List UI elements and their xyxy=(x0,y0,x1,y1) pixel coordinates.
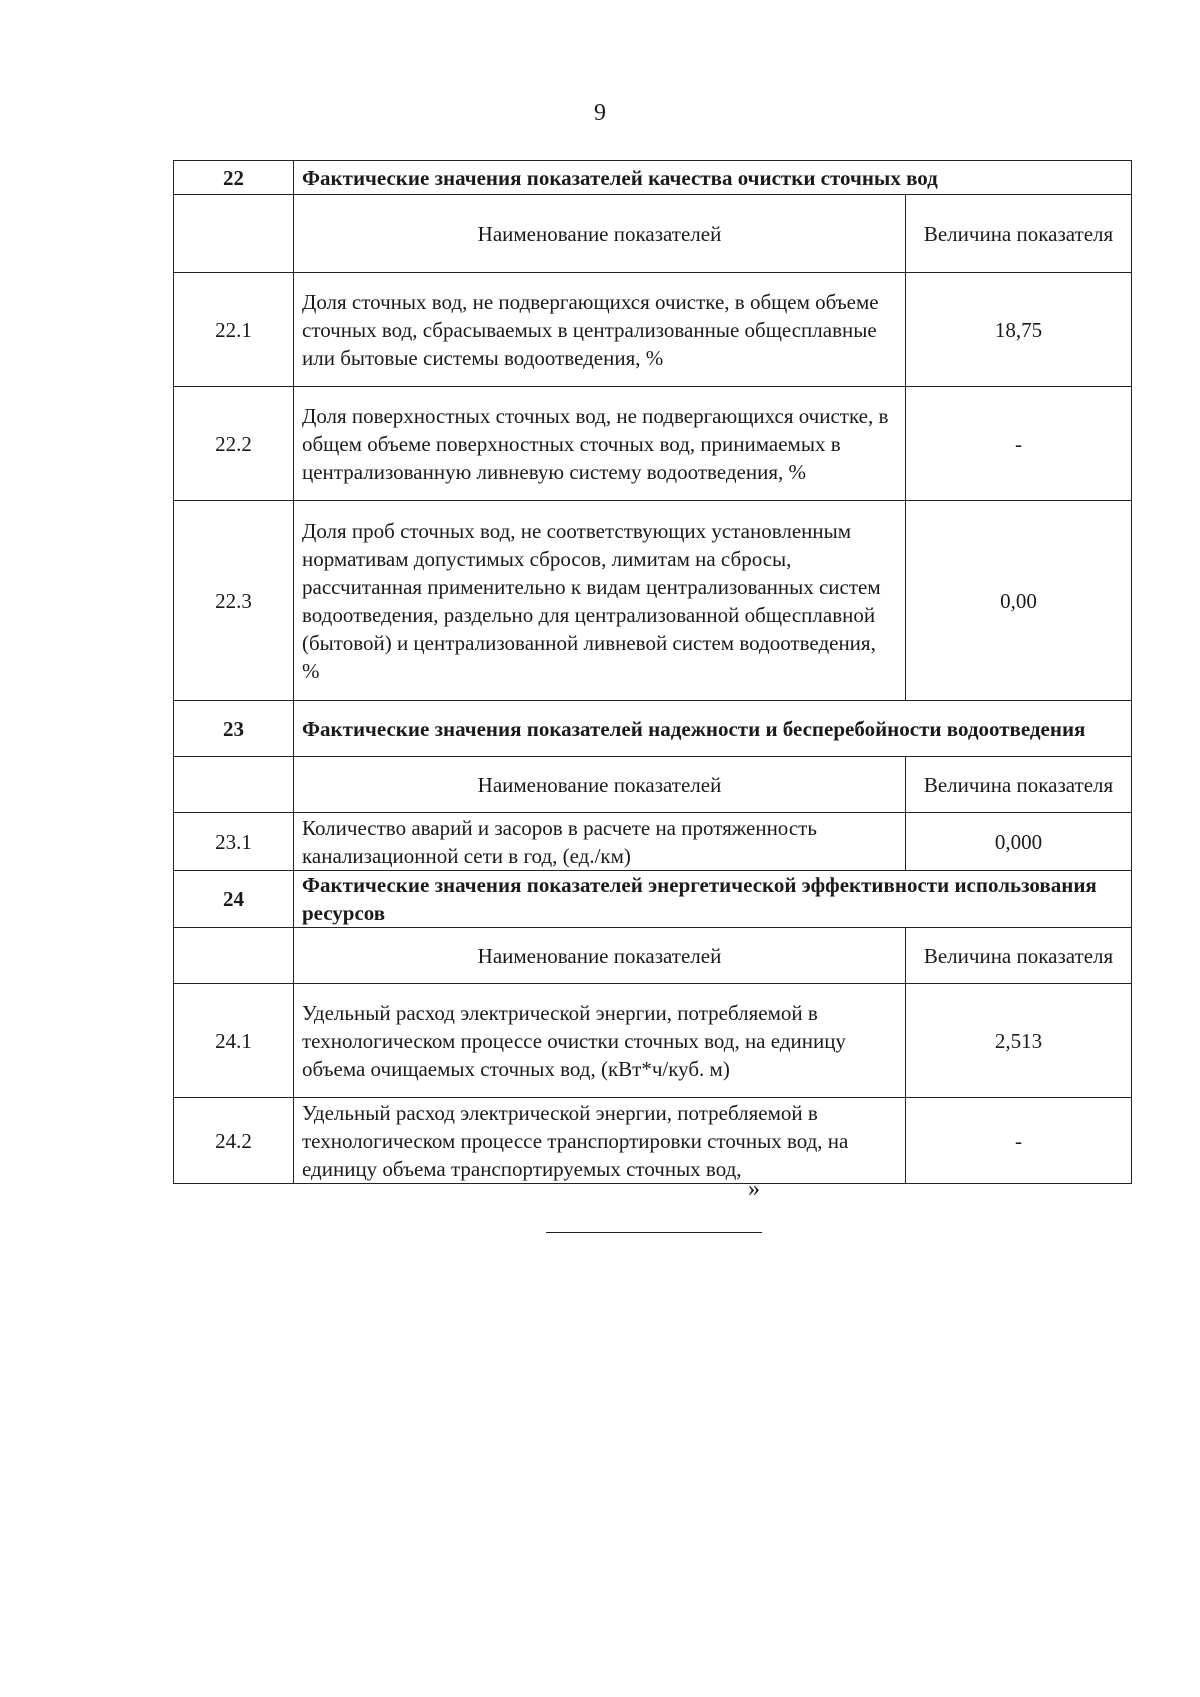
page-number: 9 xyxy=(594,100,606,126)
row-number: 22.1 xyxy=(174,273,294,387)
column-header-row xyxy=(174,928,1132,984)
column-header-name: Наименование показателей xyxy=(294,757,906,813)
empty-cell xyxy=(174,195,294,273)
row-value: - xyxy=(906,1098,1132,1184)
empty-cell xyxy=(174,928,294,984)
table-row xyxy=(174,501,1132,701)
row-name: Количество аварий и засоров в расчете на протяженность канализационной сети в год, (ед./км) xyxy=(294,813,906,871)
table-row xyxy=(174,813,1132,871)
section-header-row xyxy=(174,871,1132,928)
column-header-value: Величина показателя xyxy=(906,757,1132,813)
table-row xyxy=(174,1098,1132,1184)
row-value: 18,75 xyxy=(906,273,1132,387)
bottom-divider-line xyxy=(546,1232,762,1233)
row-number: 22.3 xyxy=(174,501,294,701)
column-header-value: Величина показателя xyxy=(906,928,1132,984)
column-header-row xyxy=(174,757,1132,813)
row-number: 22.2 xyxy=(174,387,294,501)
table-row xyxy=(174,984,1132,1098)
empty-cell xyxy=(174,757,294,813)
section-header-row xyxy=(174,161,1132,195)
row-value: 0,00 xyxy=(906,501,1132,701)
row-value: 0,000 xyxy=(906,813,1132,871)
section-number: 23 xyxy=(174,701,294,757)
indicators-table xyxy=(173,160,1132,1184)
row-name: Доля сточных вод, не подвергающихся очистке, в общем объеме сточных вод, сбрасываемых в централизованные общесплавные или бытовые системы водоотведения, % xyxy=(294,273,906,387)
row-value: - xyxy=(906,387,1132,501)
section-number: 24 xyxy=(174,871,294,928)
row-number: 24.2 xyxy=(174,1098,294,1184)
row-number: 24.1 xyxy=(174,984,294,1098)
column-header-row xyxy=(174,195,1132,273)
closing-quote-mark: » xyxy=(748,1176,760,1202)
section-header-row xyxy=(174,701,1132,757)
column-header-value: Величина показателя xyxy=(906,195,1132,273)
section-number: 22 xyxy=(174,161,294,195)
table-row xyxy=(174,387,1132,501)
row-name: Доля поверхностных сточных вод, не подвергающихся очистке, в общем объеме поверхностных сточных вод, принимаемых в централизованную ливневую систему водоотведения, % xyxy=(294,387,906,501)
section-title: Фактические значения показателей энергетической эффективности использования ресурсов xyxy=(294,871,1132,928)
table-row xyxy=(174,273,1132,387)
section-title: Фактические значения показателей надежности и бесперебойности водоотведения xyxy=(294,701,1132,757)
row-number: 23.1 xyxy=(174,813,294,871)
column-header-name: Наименование показателей xyxy=(294,928,906,984)
section-title: Фактические значения показателей качества очистки сточных вод xyxy=(294,161,1132,195)
row-value: 2,513 xyxy=(906,984,1132,1098)
row-name: Удельный расход электрической энергии, потребляемой в технологическом процессе транспортировки сточных вод, на единицу объема транспортируемых сточных вод, xyxy=(294,1098,906,1184)
column-header-name: Наименование показателей xyxy=(294,195,906,273)
row-name: Доля проб сточных вод, не соответствующих установленным нормативам допустимых сбросов, лимитам на сбросы, рассчитанная применительно к видам централизованных систем водоотведения, раздельно для централизованной общесплавной (бытовой) и централизованной ливневой систем водоотведения, % xyxy=(294,501,906,701)
row-name: Удельный расход электрической энергии, потребляемой в технологическом процессе очистки сточных вод, на единицу объема очищаемых сточных вод, (кВт*ч/куб. м) xyxy=(294,984,906,1098)
